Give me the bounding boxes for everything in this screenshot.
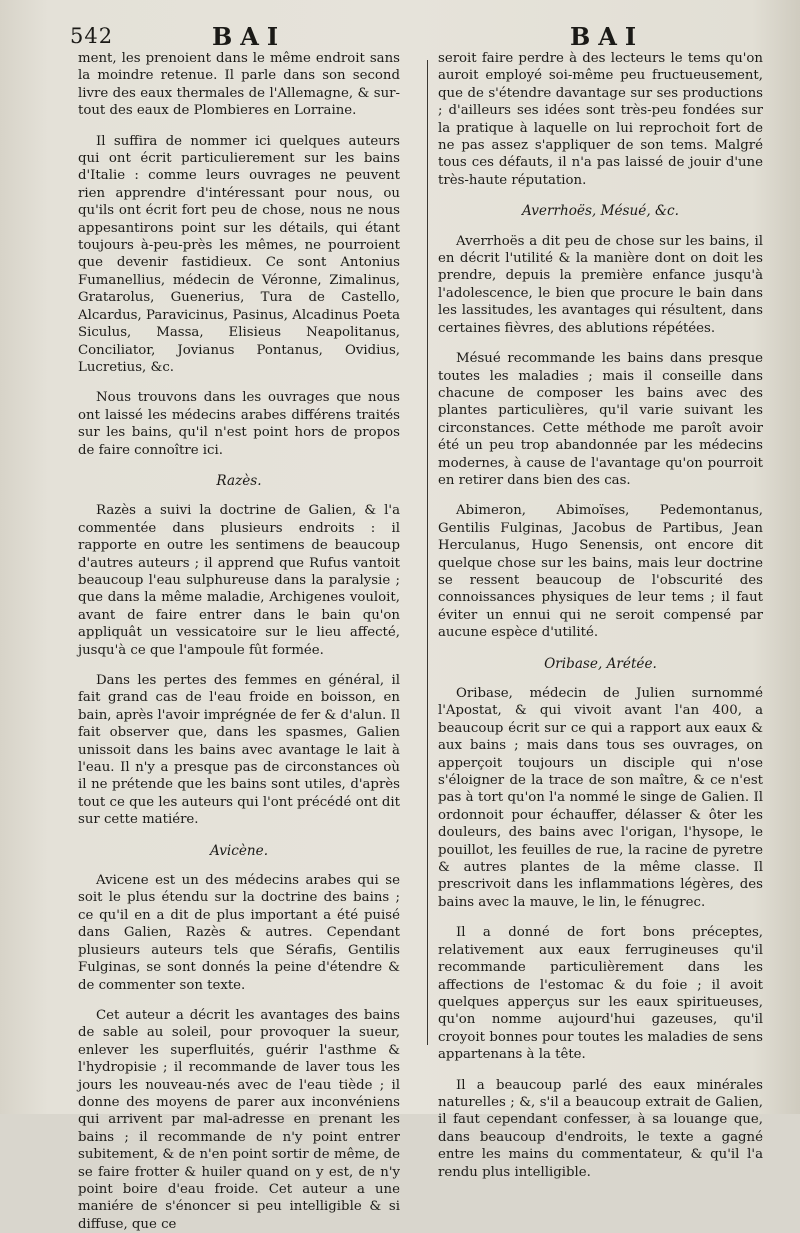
header-title-right: BAI [570, 22, 645, 51]
paragraph: seroit faire perdre à des lecteurs le tems qu'on auroit employé soi-même peu fructueusement, que de s'étendre davantage sur ses productions ; d'ailleurs ses idées sont très-peu fondées sur la pratique à laquelle on lui reprochoit fort de ne pas assez s'appliquer de son tems. Malgré tous ces défauts, il n'a pas laissé de jouir d'une très-haute réputation. [438, 51, 763, 188]
section-heading-razes: Razès. [216, 472, 262, 489]
paragraph: Avicene est un des médecins arabes qui se soit le plus étendu sur la doctrine des bains ; ce qu'il en a dit de plus important a été puisé dans Galien, Razès & autres. Cependant plusieurs auteurs tels que Sérafis, Gentilis Fulginas, se sont donnés la peine d'étendre & de commenter son texte. [78, 873, 400, 993]
section-heading-oribase: Oribase, Arétée. [544, 655, 657, 672]
paragraph: Dans les pertes des femmes en général, il fait grand cas de l'eau froide en boisson, en bain, après l'avoir imprégnée de fer & d'alun. Il fait observer que, dans les spasmes, Galien unissoit dans les bains avec avantage le lait à l'eau. Il n'y a presque pas de circonstances où il ne prétende que les bains sont utiles, d'après tout ce que les auteurs qui l'ont précédé ont dit sur cette matiére. [78, 673, 400, 828]
column-divider [427, 60, 428, 1045]
paragraph: Razès a suivi la doctrine de Galien, & l'a commentée dans plusieurs endroits : il rapporte en outre les sentimens de beaucoup d'autres auteurs ; il apprend que Rufus vantoit beaucoup l'eau sulphureuse dans la paralysie ; que dans la même maladie, Archigenes vouloit, avant de faire entrer dans le bain qu'on appliquât un vessicatoire sur le lieu affecté, jusqu'à ce que l'ampoule fût formée. [78, 503, 400, 658]
page-number: 542 [70, 24, 114, 48]
section-heading-averrhoes: Averrhoës, Mésué, &c. [521, 203, 679, 220]
left-column [78, 50, 400, 1233]
paragraph: Abimeron, Abimoïses, Pedemontanus, Gentilis Fulginas, Jacobus de Partibus, Jean Herculanus, Hugo Senensis, ont encore dit quelque chose sur les bains, mais leur doctrine se ressent beaucoup de l'obscurité des connoissances physiques de leur tems ; il faut éviter un ennui qui ne seroit compensé par aucune espèce d'utilité. [438, 503, 763, 641]
right-column [438, 50, 763, 1181]
header-title-left: BAI [212, 22, 287, 51]
paragraph: ment, les prenoient dans le même endroit sans la moindre retenue. Il parle dans son second livre des eaux thermales de l'Allemagne, & sur-tout des eaux de Plombieres en Lorraine. [78, 51, 400, 119]
paragraph: Oribase, médecin de Julien surnommé l'Apostat, & qui vivoit avant l'an 400, a beaucoup écrit sur ce qui a rapport aux eaux & aux bains ; mais dans tous ses ouvrages, on apperçoit toujours un disciple qui n'ose s'éloigner de la trace de son maître, & ce n'est pas à tort qu'on l'a nommé le singe de Galien. Il ordonnoit pour échauffer, délasser & ôter les douleurs, des bains avec l'origan, l'hysope, le pouillot, les feuilles de rue, la racine de pyretre & autres plantes de la même classe. Il prescrivoit dans les inflammations légères, des bains avec la mauve, le lin, le fénugrec. [438, 686, 763, 910]
paragraph: Nous trouvons dans les ouvrages que nous ont laissé les médecins arabes différens traités sur les bains, qu'il n'est point hors de propos de faire connoître ici. [78, 390, 400, 458]
paragraph: Il a beaucoup parlé des eaux minérales naturelles ; &, s'il a beaucoup extrait de Galien, il faut cependant confesser, à sa louange que, dans beaucoup d'endroits, le texte a gagné entre les mains du commentateur, & qu'il l'a rendu plus intelligible. [438, 1077, 763, 1180]
paragraph: Mésué recommande les bains dans presque toutes les maladies ; mais il conseille dans chacune de composer les bains avec des plantes particulières, qu'il varie suivant les circonstances. Cette méthode me paroît avoir été un peu trop abandonnée par les médecins modernes, à cause de l'avantage qu'on pourroit en retirer dans bien des cas. [438, 351, 763, 488]
paragraph: Cet auteur a décrit les avantages des bains de sable au soleil, pour provoquer la sueur, enlever les superfluités, guérir l'asthme & l'hydropisie ; il recommande de laver tous les jours les nouveau-nés avec de l'eau tiède ; il donne des moyens de parer aux inconvéniens qui arrivent par mal-adresse en prenant les bains ; il recommande de n'y point entrer subitement, & de n'en point sortir de même, de se faire frotter & huiler quand on y est, de n'y point boire d'eau froide. Cet auteur a une maniére de s'énoncer si peu intelligible & si diffuse, que ce [78, 1007, 400, 1232]
paragraph: Il suffira de nommer ici quelques auteurs qui ont écrit particulierement sur les bains d'Italie : comme leurs ouvrages ne peuvent rien apprendre d'intéressant pour nous, ou qu'ils ont écrit fort peu de chose, nous ne nous appesantirons point sur les détails, qui étant toujours à-peu-près les mêmes, ne pourroient que devenir fastidieux. Ce sont Antonius Fumanellius, médecin de Véronne, Zimalinus, Gratarolus, Guenerius, Tura de Castello, Alcardus, Paravicinus, Pasinus, Alcadinus Poeta Siculus, Massa, Elisieus Neapolitanus, Conciliator, Jovianus Pontanus, Ovidius, Lucretius, &c. [78, 133, 400, 375]
section-heading-avicene: Avicène. [209, 842, 269, 859]
paragraph: Averrhoës a dit peu de chose sur les bains, il en décrit l'utilité & la manière dont on doit les prendre, depuis la première enfance jusqu'à l'adolescence, le bien que procure le bain dans les lassitudes, les avantages qui résultent, dans certaines fièvres, des ablutions répétées. [438, 233, 763, 336]
paragraph: Il a donné de fort bons préceptes, relativement aux eaux ferrugineuses qu'il recommande particulièrement dans les affections de l'estomac & du foie ; il avoit quelques apperçus sur les eaux spiritueuses, qu'on nomme aujourd'hui gazeuses, qu'il croyoit bonnes pour toutes les maladies de sens appartenans à la tête. [438, 925, 763, 1063]
